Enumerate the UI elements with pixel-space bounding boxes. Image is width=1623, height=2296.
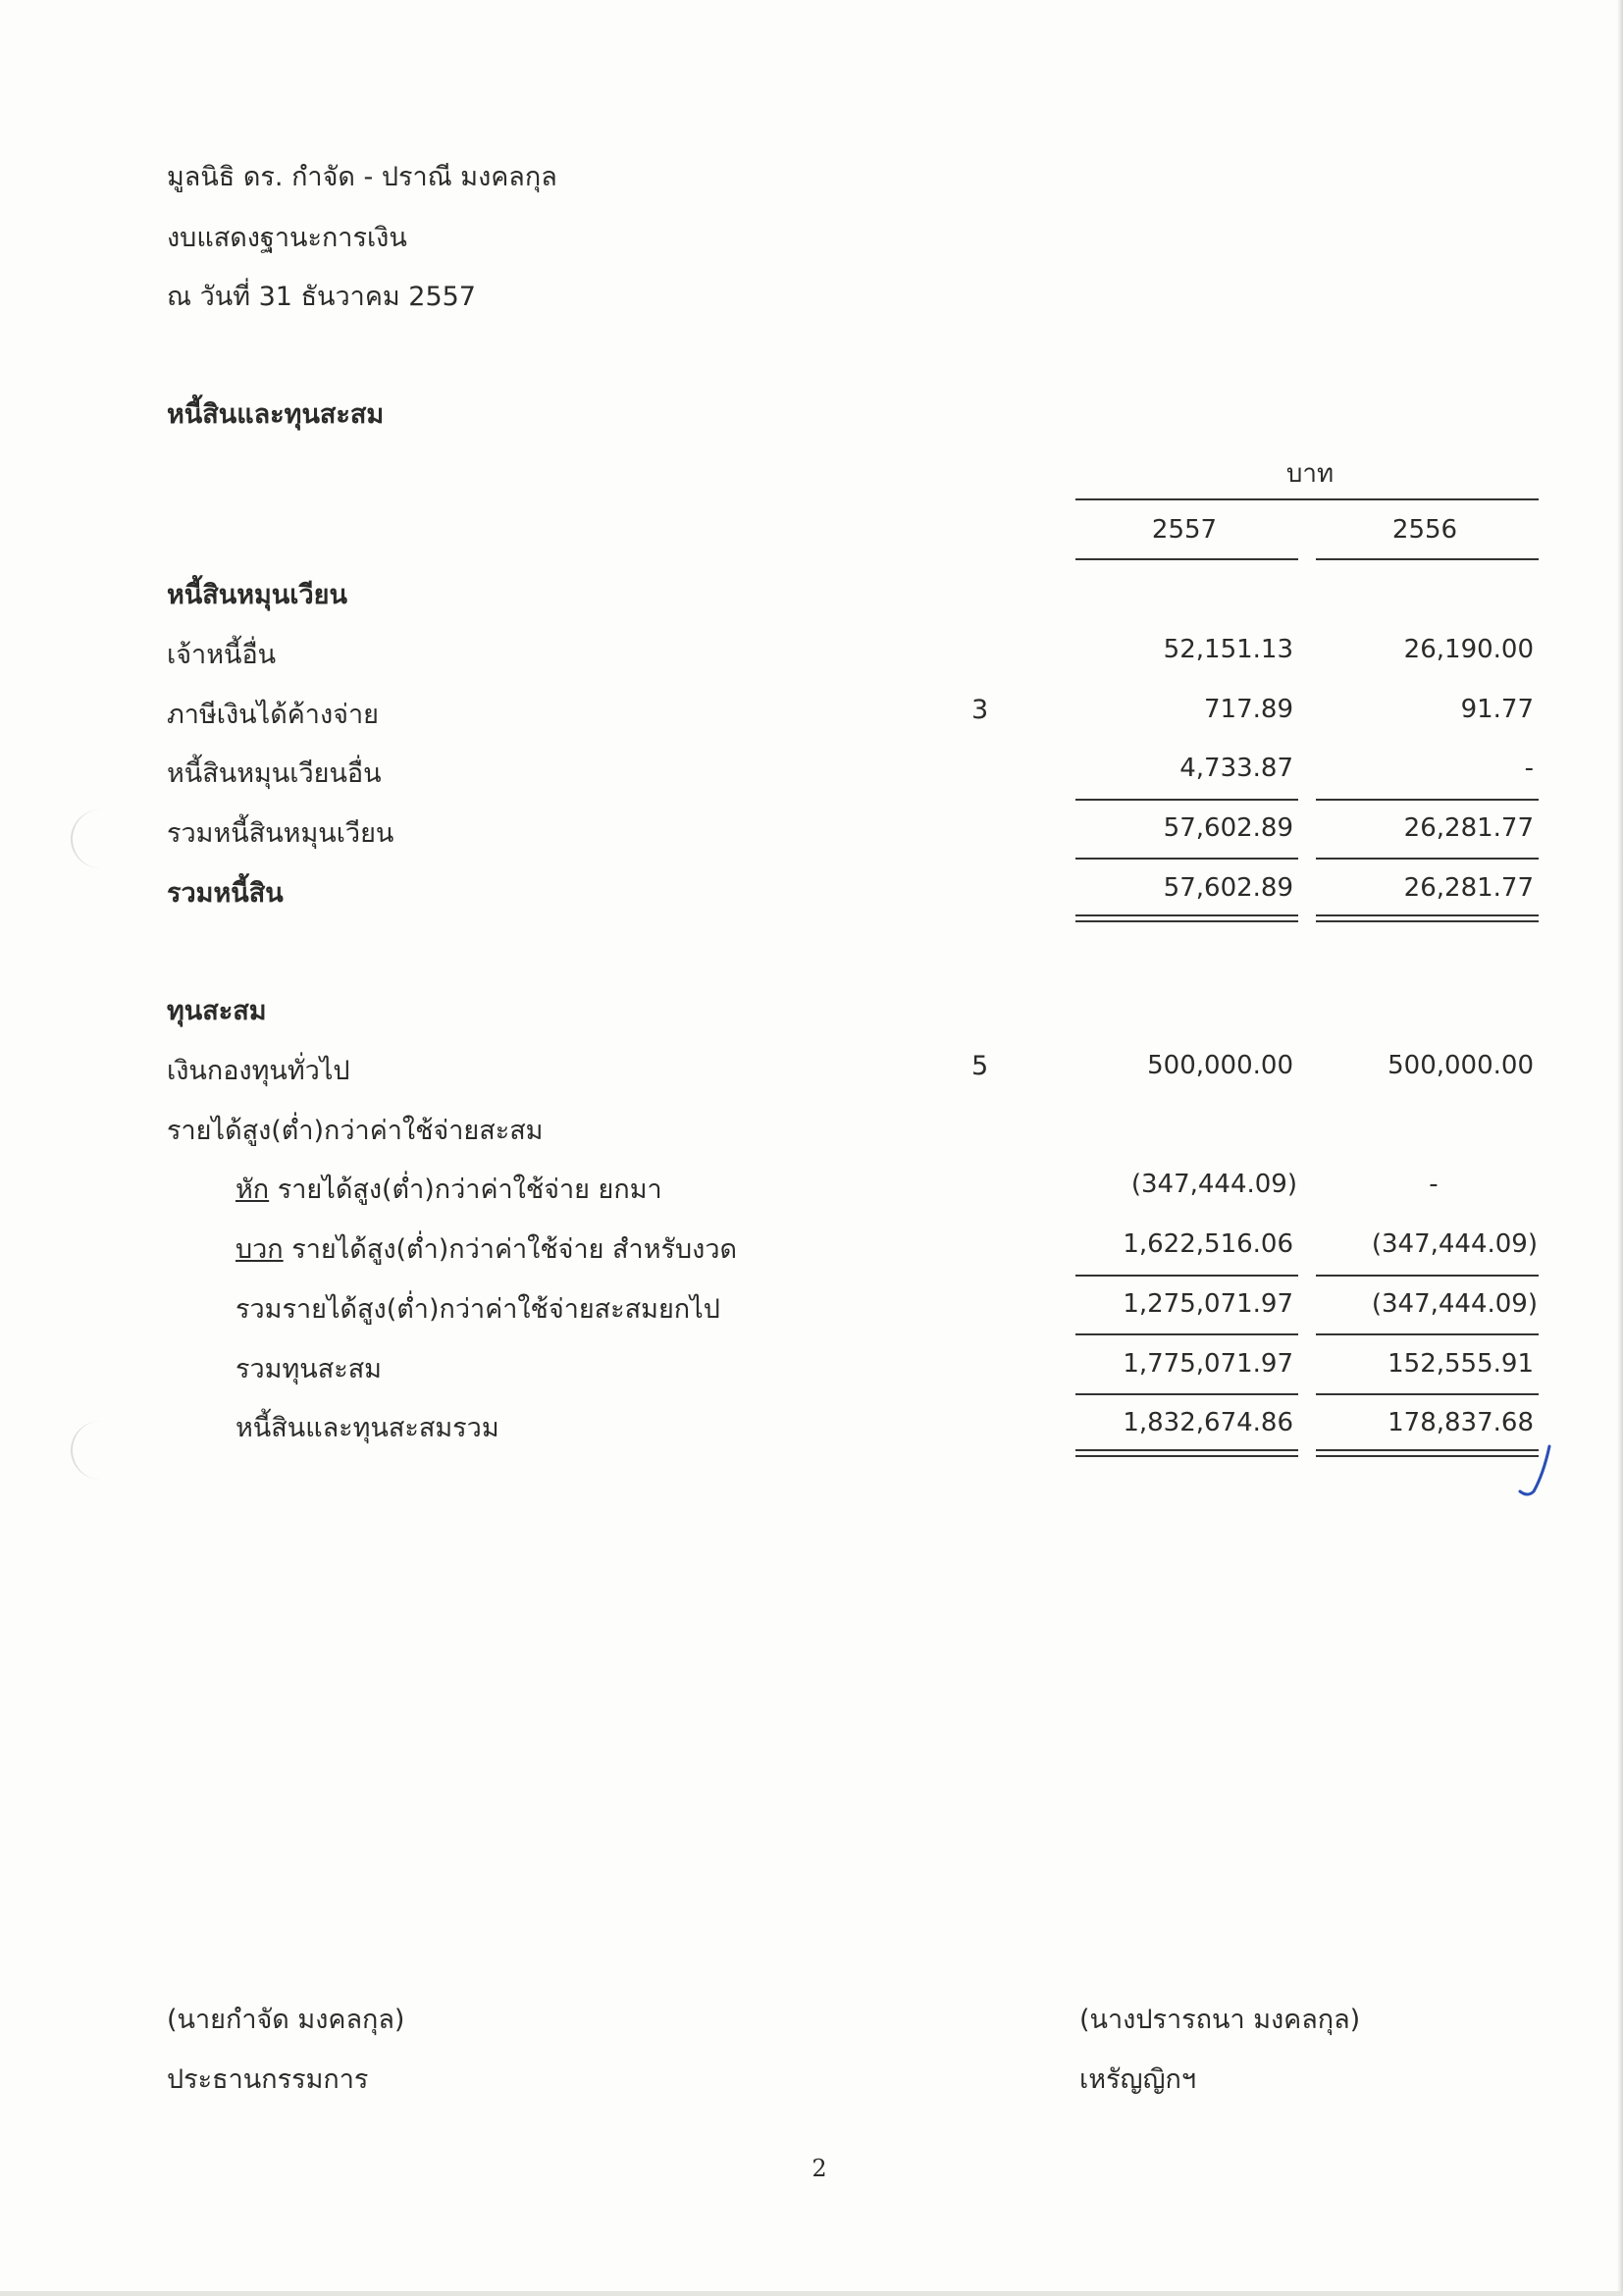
- double-underline: [1075, 1449, 1298, 1457]
- carried-forward-label: รวมรายได้สูง(ต่ำ)กว่าค่าใช้จ่ายสะสมยกไป: [236, 1294, 720, 1325]
- row-label: หนี้สินหมุนเวียนอื่น: [167, 758, 382, 789]
- subtotal-label: รวมหนี้สินหมุนเวียน: [167, 818, 394, 849]
- total-liab-fund-current: 1,832,674.86: [1123, 1408, 1293, 1437]
- section-title: หนี้สินและทุนสะสม: [167, 399, 385, 430]
- accumulated-label: รายได้สูง(ต่ำ)กว่าค่าใช้จ่ายสะสม: [167, 1116, 544, 1146]
- total-liabilities-current: 57,602.89: [1163, 873, 1293, 903]
- page-number: 2: [812, 2155, 827, 2182]
- note-ref: 5: [971, 1051, 989, 1081]
- value-current: 52,151.13: [1163, 635, 1293, 664]
- total-rule: [1316, 858, 1539, 860]
- year-prior-header: 2556: [1391, 515, 1458, 545]
- total-fund-prior: 152,555.91: [1387, 1349, 1534, 1379]
- signatory-left-name: (นายกำจัด มงคลกุล): [167, 2005, 405, 2035]
- plus-prefix: บวก: [236, 1234, 284, 1265]
- subtotal-rule: [1316, 1333, 1539, 1335]
- punch-hole-mark: [71, 809, 131, 868]
- less-row-text: รายได้สูง(ต่ำ)กว่าค่าใช้จ่าย ยกมา: [277, 1174, 662, 1205]
- general-fund-current: 500,000.00: [1147, 1051, 1293, 1080]
- carried-forward-current: 1,275,071.97: [1123, 1289, 1293, 1319]
- plus-row-text: รายได้สูง(ต่ำ)กว่าค่าใช้จ่าย สำหรับงวด: [291, 1234, 738, 1265]
- total-fund-current: 1,775,071.97: [1123, 1349, 1293, 1379]
- value-prior: 26,190.00: [1403, 635, 1534, 664]
- year-current-header: 2557: [1151, 515, 1218, 545]
- header-rule: [1075, 498, 1539, 500]
- total-liabilities-prior: 26,281.77: [1403, 873, 1534, 903]
- total-rule: [1075, 1393, 1298, 1395]
- total-liabilities-label: รวมหนี้สิน: [167, 878, 284, 909]
- as-of-date: ณ วันที่ 31 ธันวาคม 2557: [167, 282, 476, 312]
- check-mark-icon: [1516, 1442, 1555, 1501]
- value-prior: 91.77: [1460, 695, 1534, 724]
- less-prefix: หัก: [236, 1174, 270, 1205]
- column-rule: [1316, 558, 1539, 560]
- unit-label: บาท: [1285, 459, 1335, 489]
- signatory-left-title: ประธานกรรมการ: [167, 2064, 369, 2095]
- less-row-prior: -: [1429, 1170, 1439, 1199]
- total-liab-fund-prior: 178,837.68: [1387, 1408, 1534, 1437]
- plus-row-prior: (347,444.09): [1371, 1229, 1538, 1259]
- org-name: มูลนิธิ ดร. กำจัด - ปราณี มงคลกุล: [167, 162, 557, 192]
- subtotal-rule: [1316, 799, 1539, 801]
- value-current: 717.89: [1204, 695, 1293, 724]
- less-row-current: (347,444.09): [1130, 1170, 1297, 1199]
- subtotal-rule: [1075, 1333, 1298, 1335]
- double-underline: [1075, 914, 1298, 922]
- signatory-right-title: เหรัญญิกฯ: [1079, 2064, 1197, 2095]
- total-rule: [1316, 1393, 1539, 1395]
- general-fund-prior: 500,000.00: [1387, 1051, 1534, 1080]
- signatory-right-name: (นางปรารถนา มงคลกุล): [1079, 2005, 1361, 2035]
- scan-edge-right: [1617, 0, 1623, 2296]
- statement-title: งบแสดงฐานะการเงิน: [167, 223, 407, 253]
- double-underline: [1316, 1449, 1539, 1457]
- carried-forward-prior: (347,444.09): [1371, 1289, 1538, 1319]
- value-current: 4,733.87: [1179, 754, 1293, 783]
- general-fund-label: เงินกองทุนทั่วไป: [167, 1056, 350, 1086]
- total-liab-fund-label: หนี้สินและทุนสะสมรวม: [236, 1413, 499, 1443]
- value-prior: -: [1524, 754, 1534, 783]
- column-rule: [1075, 558, 1298, 560]
- subtotal-rule: [1075, 1275, 1298, 1277]
- subtotal-prior: 26,281.77: [1403, 813, 1534, 843]
- double-underline: [1316, 914, 1539, 922]
- scan-edge-bottom: [0, 2291, 1623, 2296]
- subtotal-rule: [1316, 1275, 1539, 1277]
- row-label: ภาษีเงินได้ค้างจ่าย: [167, 700, 379, 730]
- fund-heading: ทุนสะสม: [167, 996, 267, 1026]
- total-fund-label: รวมทุนสะสม: [236, 1354, 382, 1384]
- note-ref: 3: [971, 695, 989, 725]
- total-rule: [1075, 858, 1298, 860]
- plus-row-label: [236, 1227, 737, 1270]
- plus-row-current: 1,622,516.06: [1123, 1229, 1293, 1259]
- current-liabilities-heading: หนี้สินหมุนเวียน: [167, 580, 347, 610]
- subtotal-rule: [1075, 799, 1298, 801]
- punch-hole-mark: [71, 1421, 131, 1480]
- less-row-label: [236, 1168, 662, 1210]
- row-label: เจ้าหนี้อื่น: [167, 640, 277, 670]
- subtotal-current: 57,602.89: [1163, 813, 1293, 843]
